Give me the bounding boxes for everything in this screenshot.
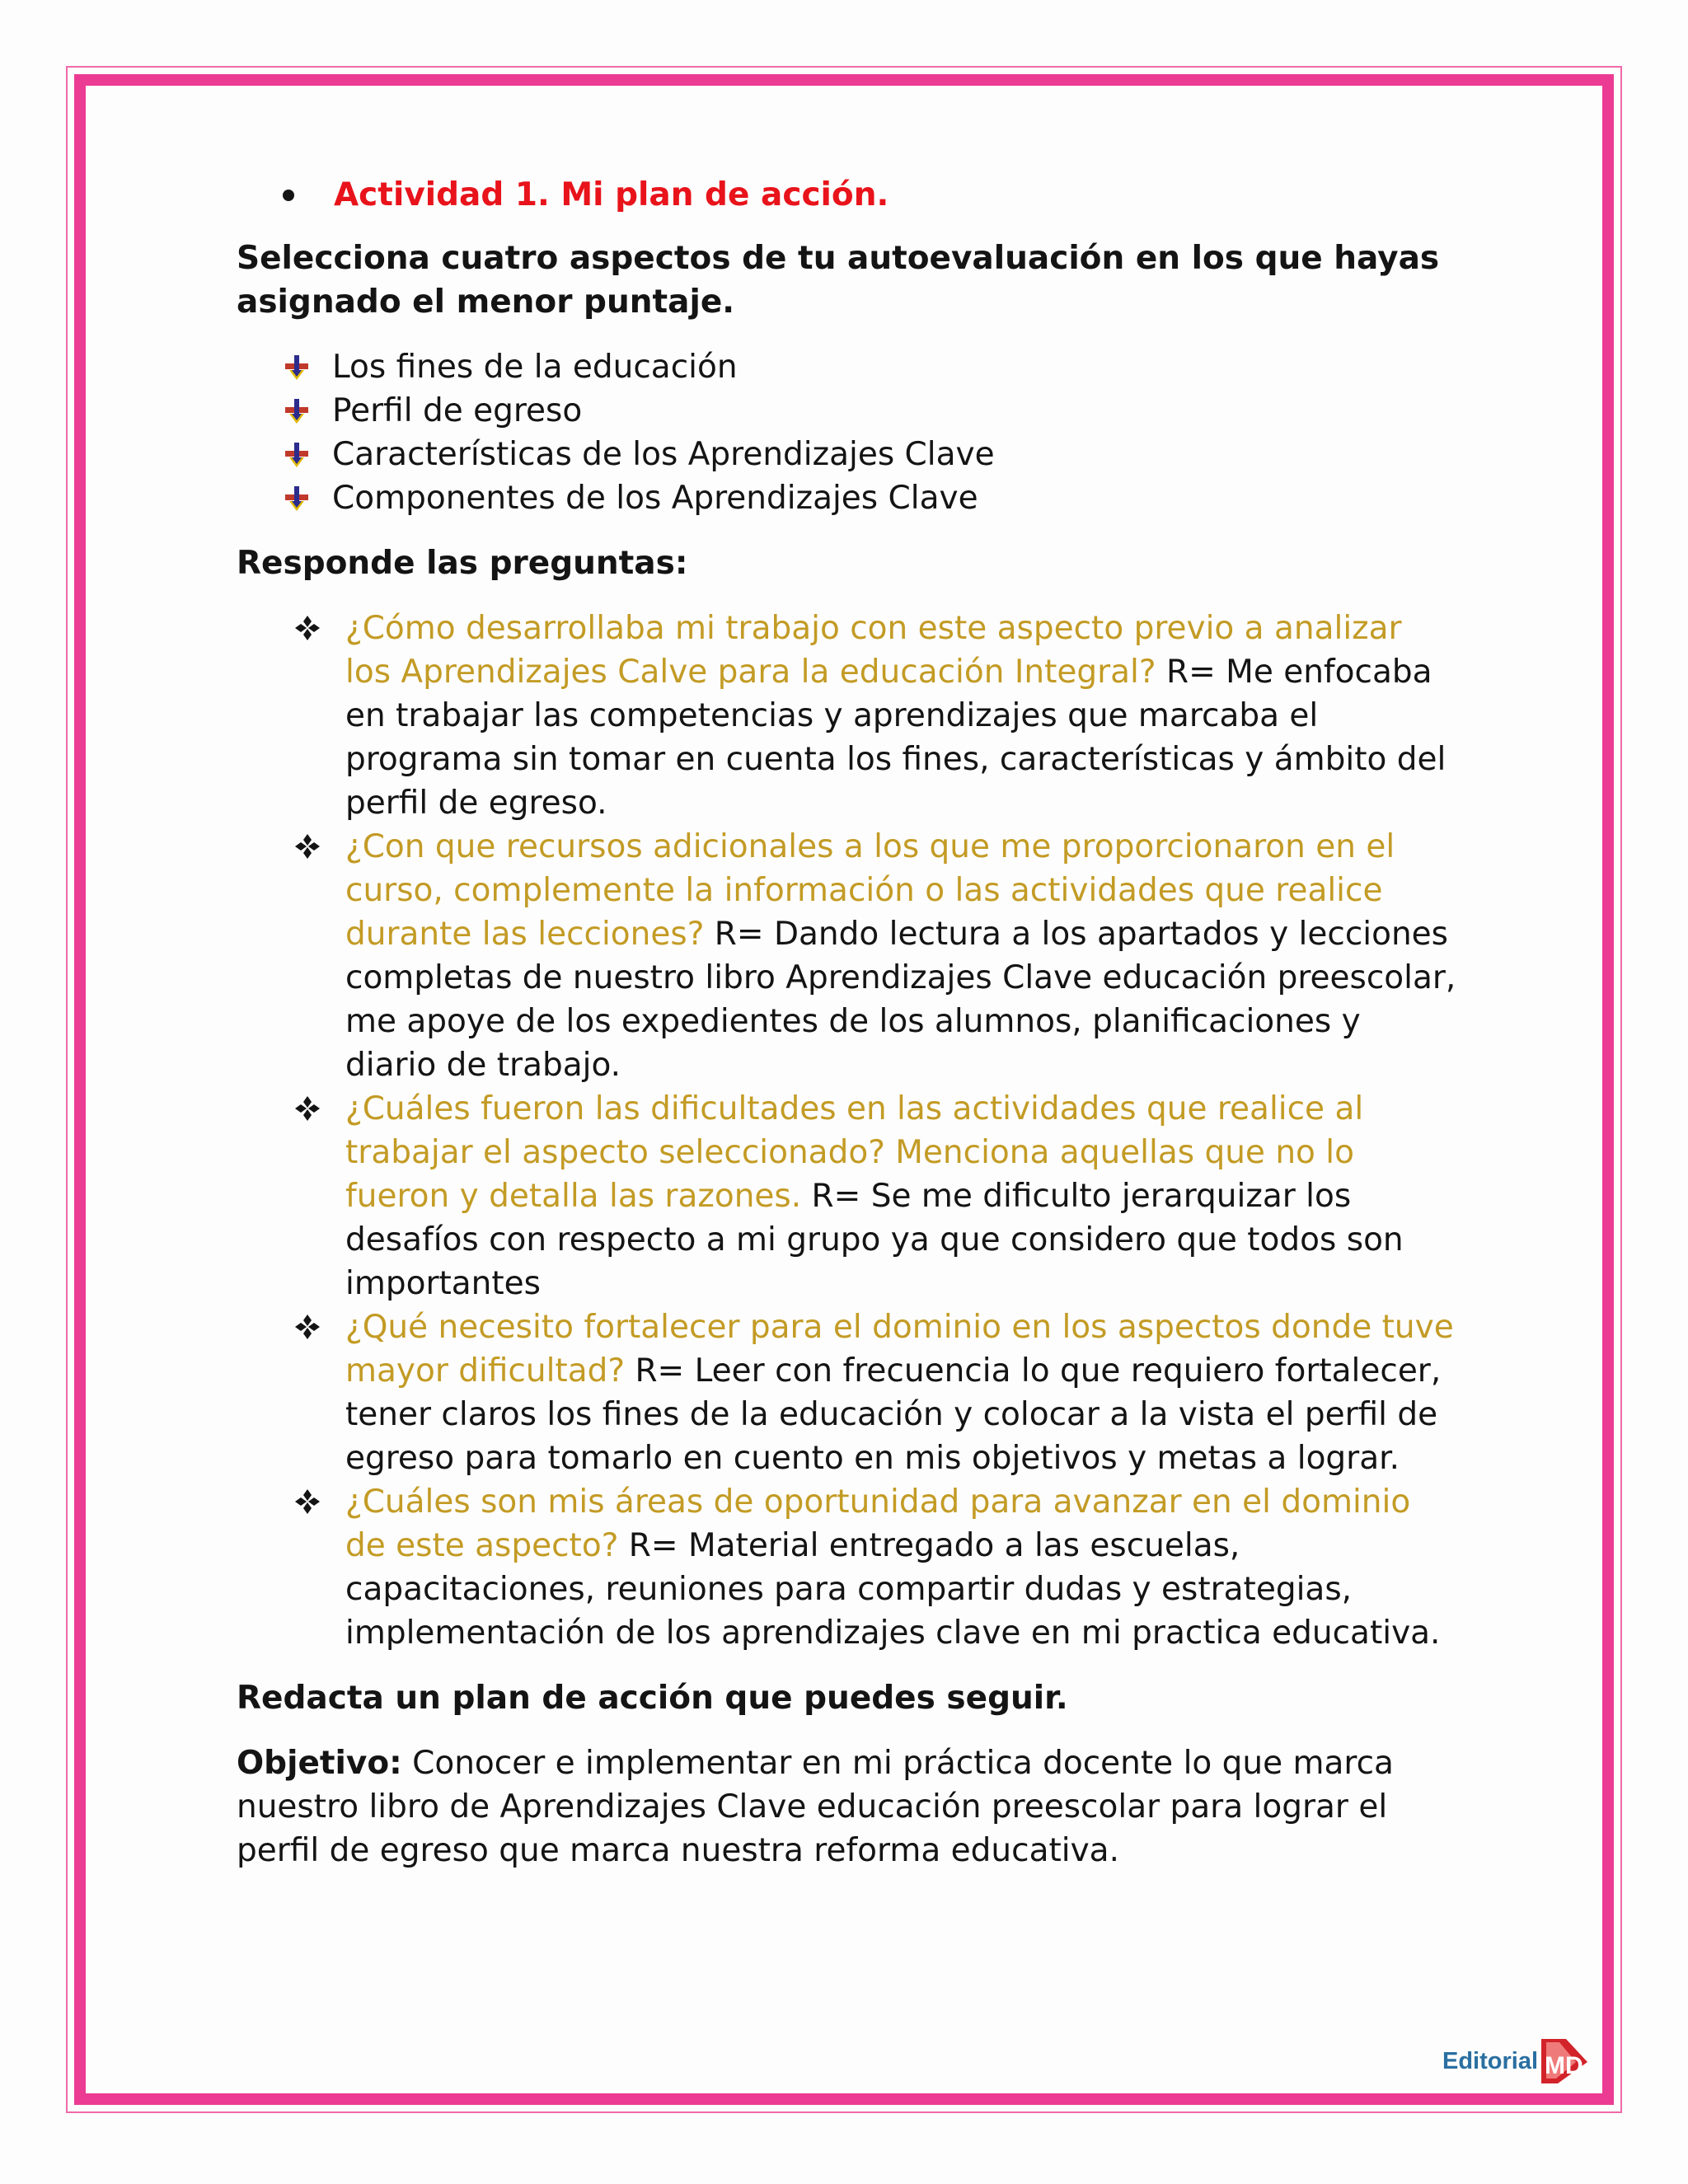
list-item: [294, 1087, 1456, 1305]
list-item: [294, 1480, 1456, 1655]
question-block: [345, 607, 1456, 825]
questions-list: [294, 607, 1456, 1655]
four-diamond-bullet-icon: [294, 1314, 321, 1340]
aspect-text: Características de los Aprendizajes Clave: [332, 436, 995, 473]
four-diamond-bullet-icon: [294, 1488, 321, 1515]
document-body: [237, 173, 1456, 1872]
question-block: [345, 1305, 1456, 1480]
list-item: [294, 607, 1456, 825]
answer-text: R= Leer con frecuencia lo que requiero fortalecer, tener claros los fines de la educación y colocar a la vista el perfil de egreso para tomarlo en cuento en mis objetivos y metas a lograr.: [345, 1352, 1442, 1477]
intro-instruction: Selecciona cuatro aspectos de tu autoevaluación en los que hayas asignado el menor puntaje.: [237, 240, 1440, 321]
question-text: ¿Qué necesito fortalecer para el dominio en los aspectos donde tuve mayor dificultad?: [345, 1309, 1454, 1390]
objective-text: Conocer e implementar en mi práctica docente lo que marca nuestro libro de Aprendizajes Clave educación preescolar para lograr el perfil de egreso que marca nuestra reforma educativa.: [237, 1745, 1394, 1869]
activity-heading: [283, 173, 1456, 217]
logo-mark: MD: [1545, 2052, 1583, 2079]
list-item: [283, 476, 1456, 520]
aspect-text: Perfil de egreso: [332, 392, 583, 429]
activity-title: Actividad 1. Mi plan de acción.: [334, 176, 889, 213]
answer-text: R= Se me dificulto jerarquizar los desafíos con respecto a mi grupo ya que considero que todos son importantes: [345, 1178, 1404, 1302]
question-block: [345, 825, 1456, 1087]
question-block: [345, 1087, 1456, 1305]
aspects-list: [283, 345, 1456, 520]
arrow-down-icon: [283, 354, 311, 382]
four-diamond-bullet-icon: [294, 615, 321, 641]
arrow-down-icon: [283, 485, 311, 513]
list-item: [283, 433, 1456, 476]
question-block: [345, 1480, 1456, 1655]
questions-heading: Responde las preguntas:: [237, 545, 688, 582]
four-diamond-bullet-icon: [294, 1095, 321, 1122]
four-diamond-bullet-icon: [294, 833, 321, 860]
arrow-down-icon: [283, 441, 311, 469]
list-item: [283, 389, 1456, 433]
arrow-down-icon: [283, 397, 311, 425]
plan-heading: Redacta un plan de acción que puedes seguir.: [237, 1680, 1068, 1717]
objective-label: Objetivo:: [237, 1745, 402, 1782]
question-text: ¿Cuáles son mis áreas de oportunidad para avanzar en el dominio de este aspecto?: [345, 1483, 1411, 1564]
aspect-text: Los fines de la educación: [332, 349, 738, 386]
bullet-icon: [283, 190, 294, 201]
list-item: [294, 825, 1456, 1087]
answer-text: R= Material entregado a las escuelas, capacitaciones, reuniones para compartir dudas y estrategias, implementación de los aprendizajes clave en mi practica educativa.: [345, 1527, 1441, 1652]
answer-text: R= Me enfocaba en trabajar las competencias y aprendizajes que marcaba el programa sin tomar en cuenta los fines, características y ámbito del perfil de egreso.: [345, 654, 1447, 822]
question-text: ¿Cuáles fueron las dificultades en las actividades que realice al trabajar el aspecto seleccionado? Menciona aquellas que no lo fueron y detalla las razones.: [345, 1090, 1364, 1215]
list-item: [294, 1305, 1456, 1480]
aspect-text: Componentes de los Aprendizajes Clave: [332, 480, 978, 517]
logo-text: Editorial: [1442, 2048, 1539, 2074]
answer-text: R= Dando lectura a los apartados y lecciones completas de nuestro libro Aprendizajes Clave educación preescolar, me apoye de los expedientes de los alumnos, planificaciones y diario de trabajo.: [345, 916, 1456, 1084]
question-text: ¿Con que recursos adicionales a los que me proporcionaron en el curso, complemente la información o las actividades que realice durante las lecciones?: [345, 828, 1395, 953]
list-item: [283, 345, 1456, 389]
editorial-md-logo: [1442, 2016, 1587, 2090]
question-text: ¿Cómo desarrollaba mi trabajo con este aspecto previo a analizar los Aprendizajes Calve para la educación Integral?: [345, 610, 1402, 691]
objective-paragraph: [237, 1741, 1456, 1872]
